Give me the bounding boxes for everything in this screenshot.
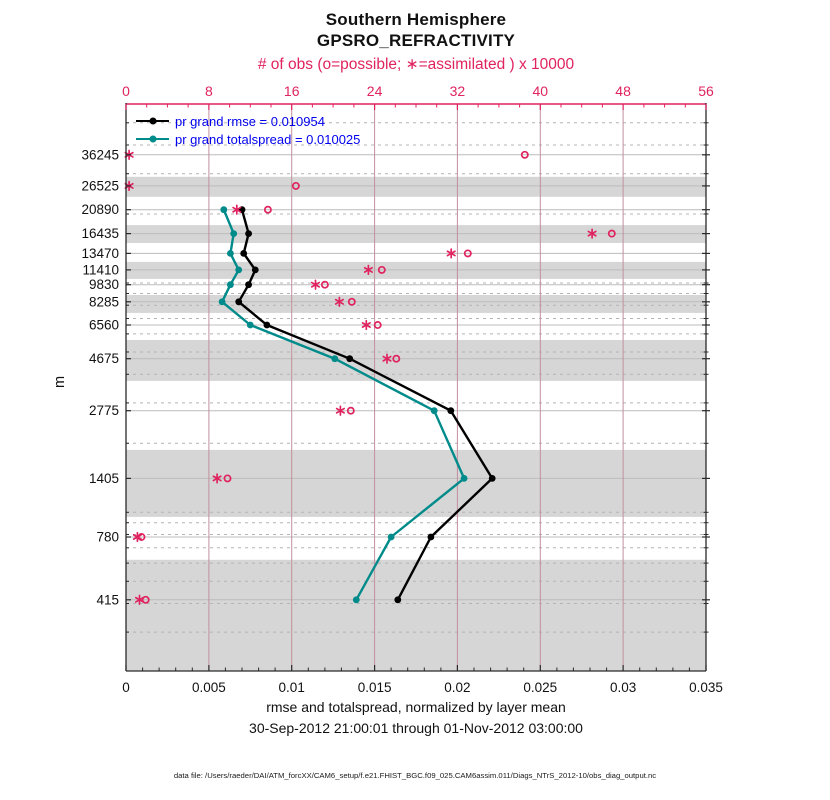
data-point-marker: [219, 298, 226, 305]
data-point-marker: [264, 322, 271, 329]
data-point-marker: [240, 250, 247, 257]
left-tick-label: 6560: [88, 317, 119, 333]
data-point-marker: [245, 230, 252, 237]
left-tick-label: 13470: [81, 245, 119, 261]
left-tick-label: 16435: [81, 226, 119, 242]
layer-band: [126, 450, 706, 517]
bottom-tick-label: 0.02: [444, 680, 471, 695]
left-tick-label: 4675: [88, 351, 119, 367]
top-tick-label: 16: [283, 83, 300, 99]
data-point-marker: [394, 596, 401, 603]
data-point-marker: [331, 355, 338, 362]
chart-subtitle: GPSRO_REFRACTIVITY: [316, 31, 516, 50]
bottom-tick-label: 0.015: [357, 680, 392, 695]
bottom-tick-label: 0.005: [192, 680, 226, 695]
left-tick-label: 1405: [88, 470, 119, 486]
top-tick-label: 40: [532, 83, 549, 99]
data-point-marker: [346, 355, 353, 362]
data-file-path: data file: /Users/raeder/DAI/ATM_forcXX/CAM6_setup/f.e21.FHIST_BGC.f09_025.CAM6assim.011/Diags_NTrS_2012-10/obs_diag_output.nc: [173, 771, 657, 780]
data-point-marker: [461, 475, 468, 482]
data-point-marker: [235, 298, 242, 305]
data-point-marker: [428, 534, 435, 541]
date-range-label: 30-Sep-2012 21:00:01 through 01-Nov-2012 03:00:00: [249, 720, 583, 736]
data-point-marker: [388, 534, 395, 541]
data-point-marker: [227, 281, 234, 288]
left-tick-label: 415: [96, 592, 119, 608]
left-tick-label: 9830: [88, 277, 119, 293]
layer-band: [126, 177, 706, 197]
legend-label-totalspread: pr grand totalspread = 0.010025: [175, 131, 361, 147]
bottom-tick-label: 0.035: [689, 680, 723, 695]
data-point-marker: [252, 267, 259, 274]
left-tick-label: 11410: [82, 262, 119, 278]
left-tick-label: 36245: [81, 147, 119, 163]
data-point-marker: [447, 407, 454, 414]
bottom-tick-label: 0.01: [278, 680, 305, 695]
data-point-marker: [489, 475, 496, 482]
top-tick-label: 48: [615, 83, 631, 99]
obs-axis-label: # of obs (o=possible; ∗=assimilated ) x 10000: [257, 56, 575, 73]
left-tick-label: 26525: [81, 178, 119, 194]
left-tick-label: 2775: [88, 403, 119, 419]
bottom-tick-label: 0: [122, 680, 130, 695]
y-axis-label: m: [52, 375, 68, 389]
top-tick-label: 8: [205, 83, 213, 99]
bottom-tick-label: 0.025: [523, 680, 558, 695]
data-point-marker: [235, 267, 242, 274]
data-point-marker: [245, 281, 252, 288]
layer-band: [126, 295, 706, 313]
bottom-tick-label: 0.03: [609, 680, 637, 695]
left-tick-label: 8285: [88, 294, 119, 310]
data-point-marker: [353, 596, 360, 603]
data-point-marker: [247, 322, 254, 329]
left-tick-label: 780: [96, 529, 119, 545]
data-point-marker: [431, 407, 438, 414]
data-point-marker: [220, 206, 227, 213]
legend-label-rmse: pr grand rmse = 0.010954: [175, 113, 325, 129]
data-point-marker: [227, 250, 234, 257]
left-tick-label: 20890: [81, 202, 119, 218]
top-tick-label: 24: [366, 83, 383, 99]
data-point-marker: [230, 230, 237, 237]
top-tick-label: 56: [698, 83, 714, 99]
chart-title: Southern Hemisphere: [325, 10, 507, 29]
layer-band: [126, 560, 706, 671]
top-tick-label: 0: [122, 83, 130, 99]
x-axis-label: rmse and totalspread, normalized by layer mean: [266, 699, 566, 715]
top-tick-label: 32: [449, 83, 466, 99]
